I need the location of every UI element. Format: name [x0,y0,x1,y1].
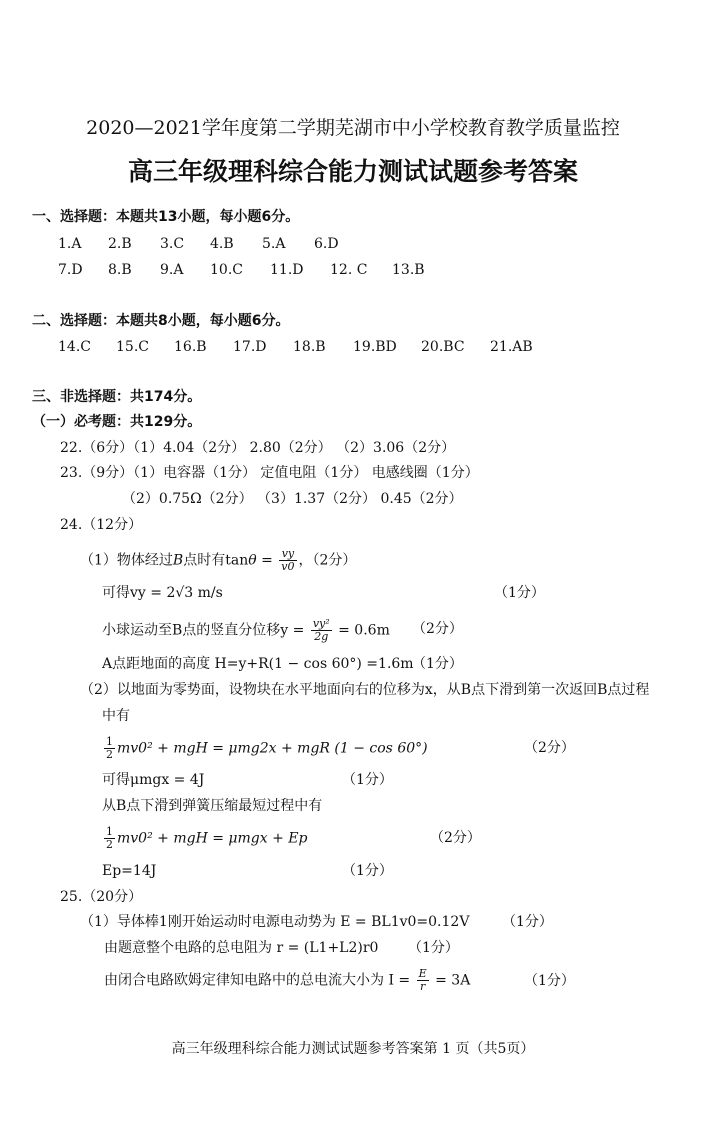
q24-line7 [102,736,428,761]
q24-l1-num: vy [279,548,296,561]
page-footer: 高三年级理科综合能力测试试题参考答案第 1 页（共5页） [171,1041,535,1057]
q25-l3-num: E [418,967,427,980]
q24-l3-num: vy² [312,617,330,630]
q25-l3-fraction [417,968,429,993]
answer-2: 2.B [108,236,132,252]
answer-14: 14.C [58,339,91,355]
answer-5: 5.A [262,236,286,252]
answer-7: 7.D [58,262,83,278]
exam-subtitle: 2020—2021学年度第二学期芜湖市中小学校教育教学质量监控 [86,117,620,139]
q24-l7-expr: mv0² + mgH = μmg2x + mgR (1 − cos 60°) [117,740,428,757]
q24-l1-theta: θ [248,552,257,569]
q24-l10-num: 1 [106,825,113,838]
q24-line10-score: （2分） [430,830,481,846]
q24-l3-pre: 小球运动至B点的竖直分位移y = [102,622,309,639]
answer-1: 1.A [58,236,82,252]
section2-heading: 二、选择题：本题共8小题，每小题6分。 [32,313,290,329]
q25-line3-score: （1分） [524,973,575,989]
answer-15: 15.C [116,339,149,355]
answer-18: 18.B [293,339,326,355]
q24-line3-score: （2分） [412,621,463,637]
q23-answer-line2: （2）0.75Ω（2分） （3）1.37（2分） 0.45（2分） [122,491,463,507]
answer-17: 17.D [233,339,267,355]
q24-line11-score: （1分） [342,863,393,879]
answer-16: 16.B [174,339,207,355]
answer-13: 13.B [392,262,425,278]
q24-l10-expr: mv0² + mgH = μmgx + Ep [117,830,308,847]
section1-heading: 一、选择题：本题共13小题，每小题6分。 [32,209,300,225]
q24-l7-den: 2 [106,748,113,761]
q24-heading: 24.（12分） [60,517,143,533]
answer-8: 8.B [108,262,132,278]
answer-10: 10.C [210,262,243,278]
q25-l3-pre: 由闭合电路欧姆定律知电路中的总电流大小为 I = [104,972,415,989]
q24-l3-den: 2g [314,630,329,643]
q24-l1-den: v0 [281,560,295,573]
q24-line9: 从B点下滑到弹簧压缩最短过程中有 [102,798,323,814]
answer-4: 4.B [210,236,234,252]
q25-l3-den: r [420,980,426,993]
q23-answer-line1: 23.（9分）（1）电容器（1分） 定值电阻（1分） 电感线圈（1分） [60,465,479,481]
q24-line4-score: （1分） [412,656,463,672]
q24-l1-eq: = [256,552,278,569]
q25-line1: （1）导体棒1刚开始运动时电源电动势为 E = BL1v0=0.12V [80,914,470,930]
answer-20: 20.BC [421,339,465,355]
q25-line2-score: （1分） [408,940,459,956]
answer-12: 12. C [330,262,368,278]
q24-l1-b: B [172,552,184,569]
q24-l1-pre: （1）物体经过 [80,552,173,569]
answer-6: 6.D [314,236,339,252]
q24-line10 [102,826,307,851]
answer-3: 3.C [160,236,185,252]
q24-l10-half [104,826,115,851]
q24-l7-half [104,736,115,761]
q24-l10-den: 2 [106,838,113,851]
q22-answer: 22.（6分）（1）4.04（2分） 2.80（2分） （2）3.06（2分） [60,440,456,456]
q25-line2: 由题意整个电路的总电阻为 r = (L1+L2)r0 [104,940,379,956]
q24-l1-post: ，（2分） [298,552,357,569]
section3-subheading: （一）必考题：共129分。 [32,414,202,430]
answer-21: 21.AB [490,339,533,355]
q24-l3-fraction [311,618,332,643]
q24-line3 [102,618,390,643]
q24-line1 [80,548,356,573]
q24-line2: 可得vy = 2√3 m/s [102,585,223,601]
q24-l7-num: 1 [106,735,113,748]
q24-line2-score: （1分） [494,585,545,601]
q24-line8-score: （1分） [342,772,393,788]
q24-l3-post: = 0.6m [333,622,390,639]
q24-line4: A点距地面的高度 H=y+R(1 − cos 60°) =1.6m [102,656,414,672]
q25-line1-score: （1分） [502,914,553,930]
page-title: 高三年级理科综合能力测试试题参考答案 [127,157,578,186]
q24-line11: Ep=14J [102,863,157,879]
q24-l1-mid: 点时有tan [183,552,249,569]
q25-line3 [104,968,470,993]
q25-l3-post: = 3A [430,972,471,989]
q24-line7-score: （2分） [524,740,575,756]
q24-line6: 中有 [102,708,130,724]
q25-heading: 25.（20分） [60,889,143,905]
answer-9: 9.A [160,262,184,278]
q24-line8: 可得μmgx = 4J [102,772,205,788]
answer-11: 11.D [270,262,304,278]
q24-l1-fraction [279,548,296,573]
section3-heading: 三、非选择题：共174分。 [32,389,202,405]
q24-line5: （2）以地面为零势面，设物块在水平地面向右的位移为x，从B点下滑到第一次返回B点过程 [80,682,650,698]
answer-19: 19.BD [353,339,397,355]
